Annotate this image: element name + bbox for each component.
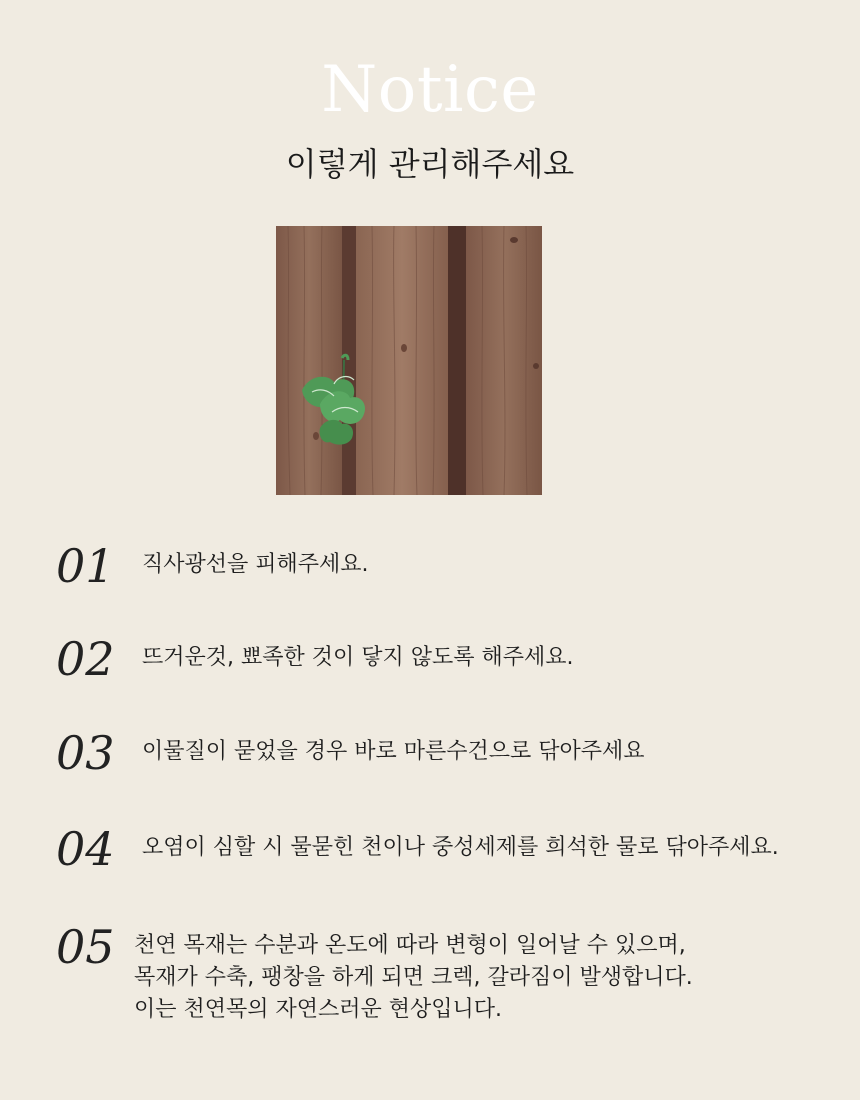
item-text: 이물질이 묻었을 경우 바로 마른수건으로 닦아주세요	[142, 739, 645, 764]
item-text-block	[134, 930, 693, 1026]
item-text-line: 이는 천연목의 자연스러운 현상입니다.	[134, 996, 503, 1022]
item-number: 01	[56, 539, 115, 593]
notice-heading: Notice	[321, 53, 539, 127]
item-text: 오염이 심할 시 물묻힌 천이나 중성세제를 희석한 물로 닦아주세요.	[142, 835, 779, 860]
item-text-line: 목재가 수축, 팽창을 하게 되면 크렉, 갈라짐이 발생합니다.	[134, 964, 693, 990]
item-text: 직사광선을 피해주세요.	[142, 552, 369, 577]
item-number: 04	[56, 822, 115, 876]
item-number: 05	[56, 920, 115, 974]
item-number: 03	[56, 726, 115, 780]
item-number: 02	[56, 632, 115, 686]
care-heading: 이렇게 관리해주세요	[285, 145, 575, 183]
item-text: 뜨거운것, 뾰족한 것이 닿지 않도록 해주세요.	[142, 645, 574, 670]
wood-fence-ivy-photo	[276, 226, 542, 495]
item-text-line: 천연 목재는 수분과 온도에 따라 변형이 일어날 수 있으며,	[134, 933, 686, 958]
